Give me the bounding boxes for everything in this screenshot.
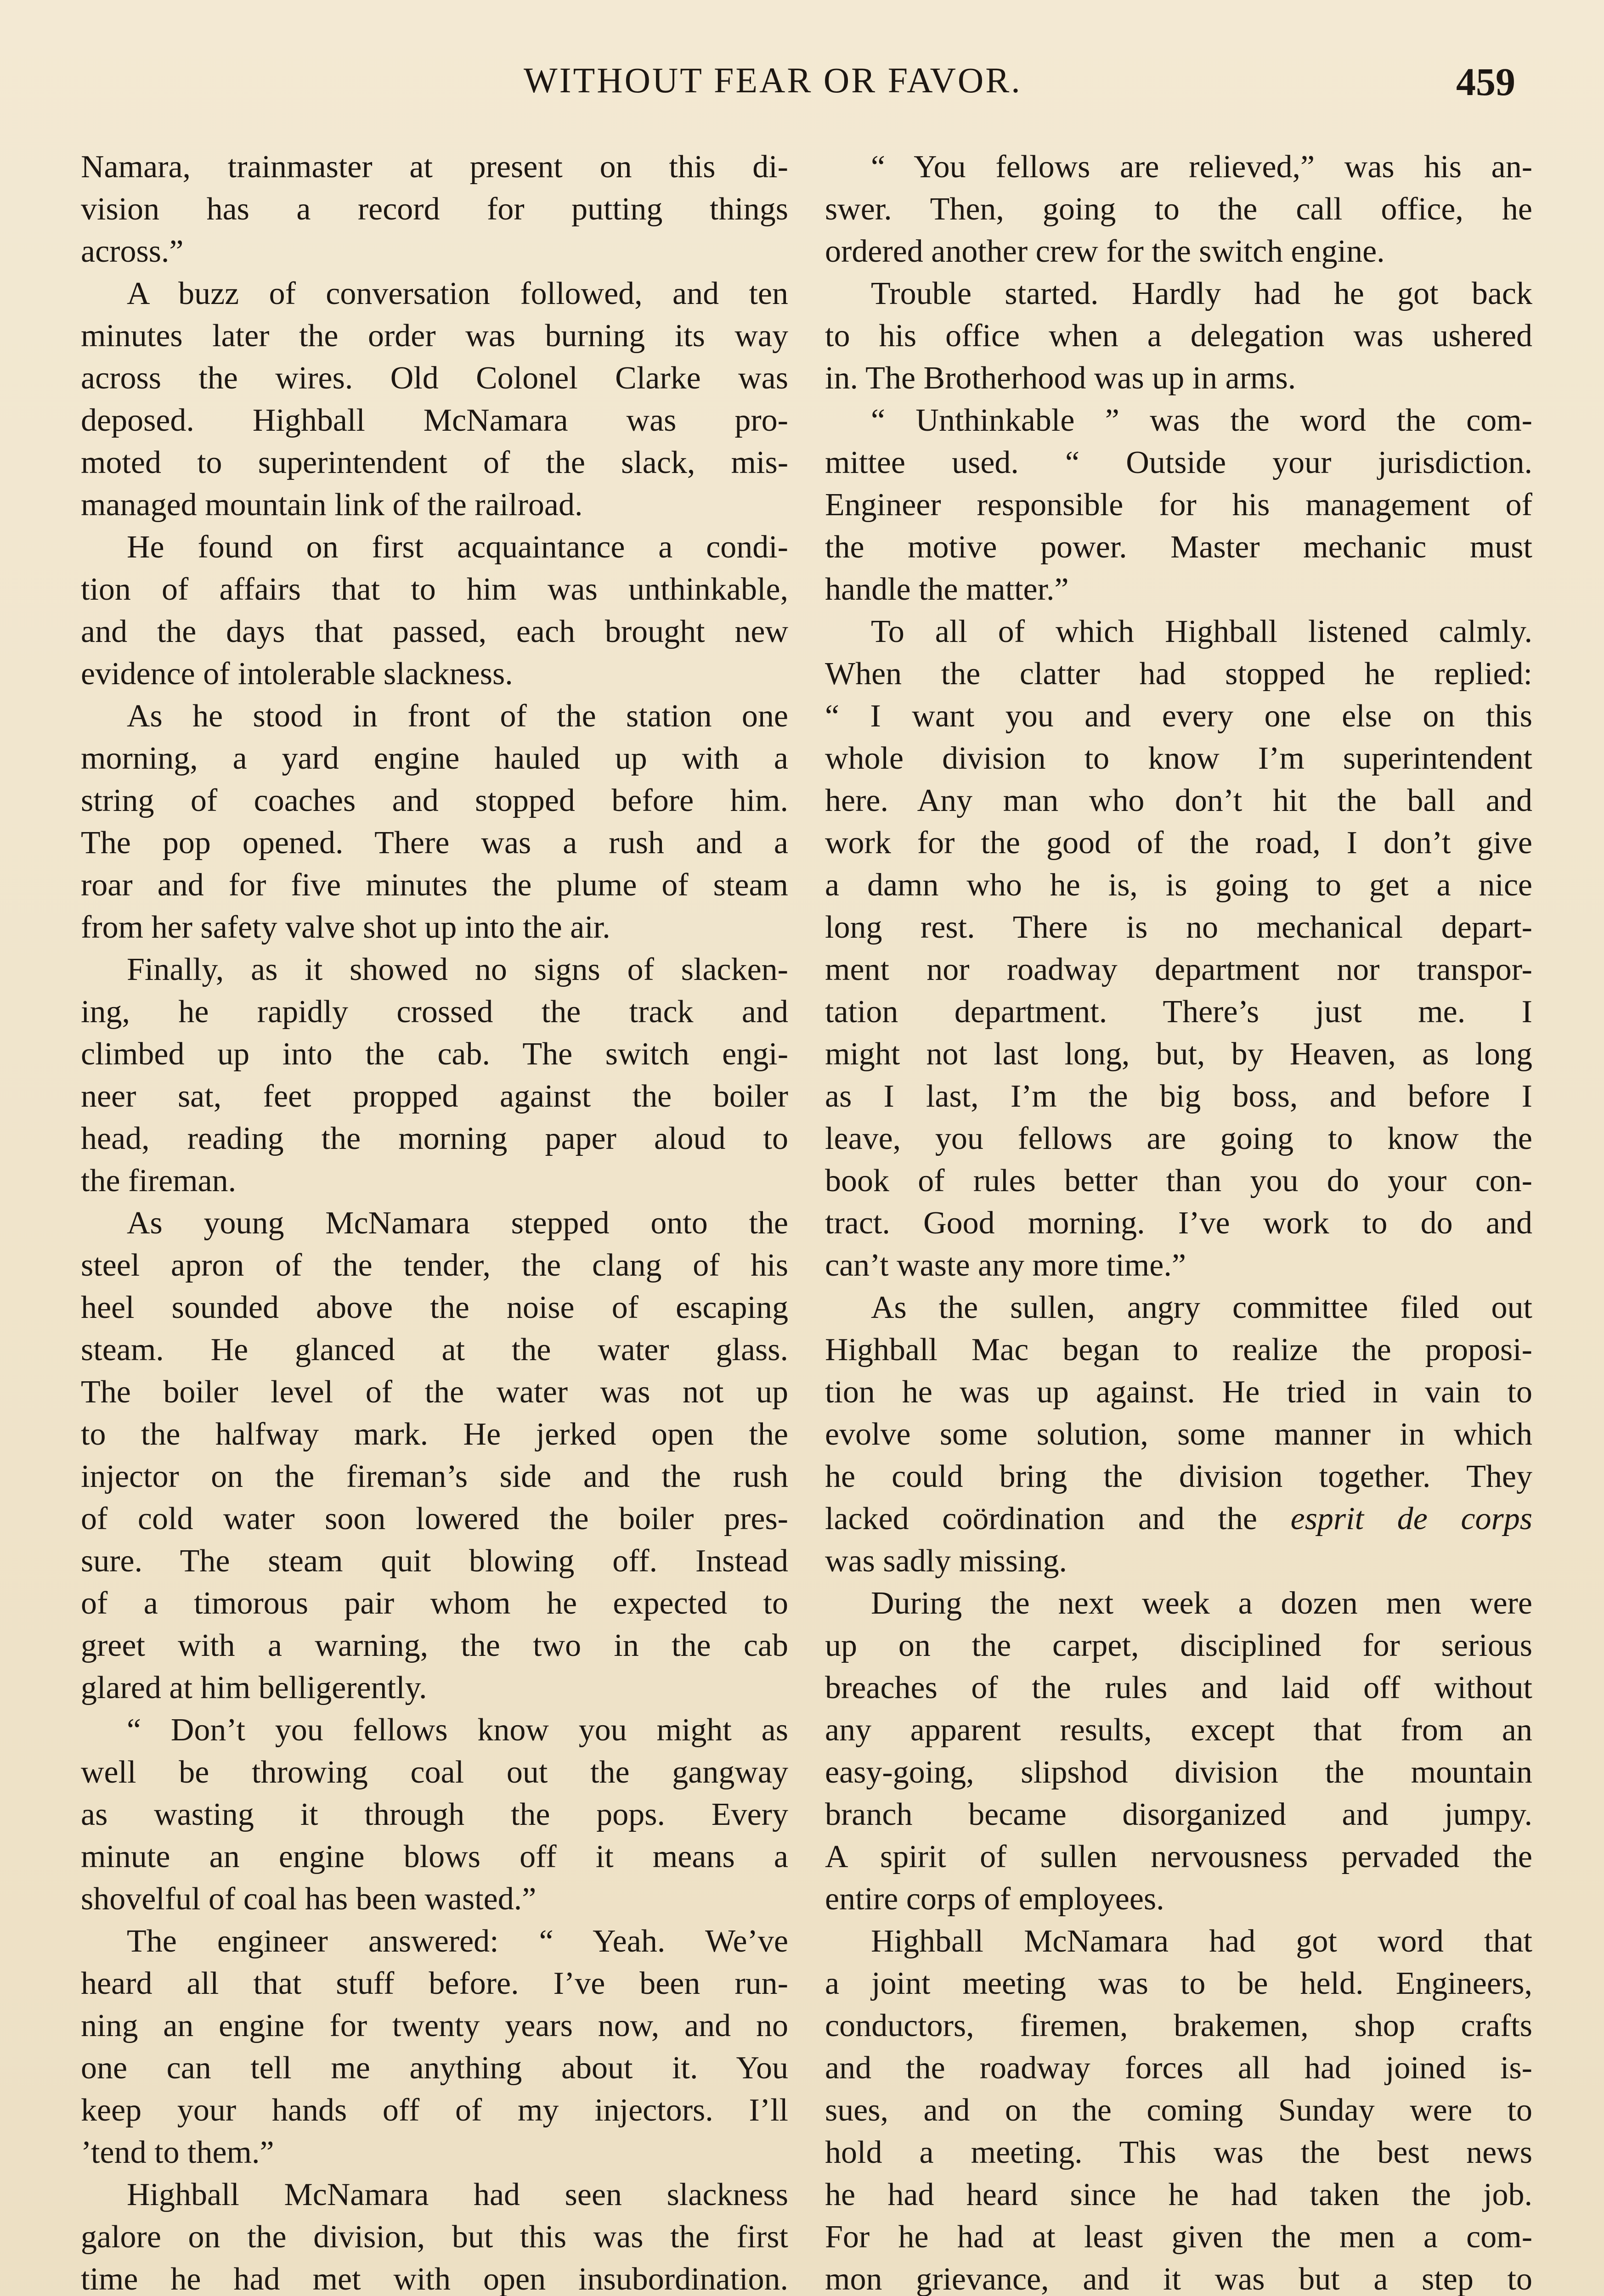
text-line: he had heard since he had taken the job. — [825, 2177, 1532, 2212]
text-line: across the wires. Old Colonel Clarke was — [81, 360, 788, 396]
text-line: vision has a record for putting things — [81, 191, 788, 227]
text-line: evolve some solution, some manner in which — [825, 1417, 1532, 1452]
text-line: up on the carpet, disciplined for serious — [825, 1628, 1532, 1663]
text-line: and the roadway forces all had joined is- — [825, 2050, 1532, 2086]
text-line: heel sounded above the noise of escaping — [81, 1290, 788, 1325]
text-line: To all of which Highball listened calmly. — [871, 614, 1532, 649]
text-line: tion he was up against. He tried in vain to — [825, 1374, 1532, 1410]
text-line: as I last, I’m the big boss, and before I — [825, 1079, 1532, 1114]
text-line: breaches of the rules and laid off without — [825, 1670, 1532, 1705]
text-line: As young McNamara stepped onto the — [127, 1205, 788, 1241]
text-line: moted to superintendent of the slack, mis- — [81, 445, 788, 480]
text-line: Engineer responsible for his management of — [825, 487, 1532, 523]
text-line: was sadly missing. — [825, 1543, 1067, 1579]
text-line: shovelful of coal has been wasted.” — [81, 1881, 537, 1917]
text-line: a joint meeting was to be held. Engineers, — [825, 1966, 1532, 2001]
text-line: galore on the division, but this was the first — [81, 2219, 788, 2255]
text-line: across.” — [81, 234, 184, 269]
text-column-right — [825, 146, 1532, 2296]
text-line: evidence of intolerable slackness. — [81, 656, 513, 692]
text-line: As he stood in front of the station one — [127, 698, 788, 734]
text-line: leave, you fellows are going to know the — [825, 1121, 1532, 1156]
text-line: well be throwing coal out the gangway — [81, 1755, 788, 1790]
text-line: keep your hands off of my injectors. I’ll — [81, 2093, 788, 2128]
text-line: long rest. There is no mechanical depart- — [825, 910, 1532, 945]
text-line: Highball McNamara had seen slackness — [127, 2177, 788, 2212]
text-line: and the days that passed, each brought new — [81, 614, 788, 649]
text-line: During the next week a dozen men were — [871, 1586, 1532, 1621]
text-line: branch became disorganized and jumpy. — [825, 1797, 1532, 1832]
text-line: time he had met with open insubordination. — [81, 2262, 788, 2296]
text-line: tion of affairs that to him was unthinkable, — [81, 572, 788, 607]
text-line: injector on the fireman’s side and the rush — [81, 1459, 788, 1494]
text-line: mon grievance, and it was but a step to — [825, 2262, 1532, 2296]
text-line: Highball McNamara had got word that — [871, 1924, 1532, 1959]
text-line: one can tell me anything about it. You — [81, 2050, 788, 2086]
text-line: handle the matter.” — [825, 572, 1069, 607]
text-line: ing, he rapidly crossed the track and — [81, 994, 788, 1030]
text-line: The pop opened. There was a rush and a — [81, 825, 788, 861]
text-line: easy-going, slipshod division the mountain — [825, 1755, 1532, 1790]
text-line: hold a meeting. This was the best news — [825, 2135, 1532, 2170]
text-line: mittee used. “ Outside your jurisdiction. — [825, 445, 1532, 480]
text-line: A spirit of sullen nervousness pervaded the — [825, 1839, 1532, 1874]
text-line: steam. He glanced at the water glass. — [81, 1332, 788, 1367]
text-line: managed mountain link of the railroad. — [81, 487, 583, 523]
text-line: “ Unthinkable ” was the word the com- — [871, 403, 1532, 438]
text-line: As the sullen, angry committee filed out — [871, 1290, 1532, 1325]
text-line: sure. The steam quit blowing off. Instead — [81, 1543, 788, 1579]
text-line: neer sat, feet propped against the boiler — [81, 1079, 788, 1114]
text-line: he could bring the division together. They — [825, 1459, 1532, 1494]
text-line: ordered another crew for the switch engine. — [825, 234, 1385, 269]
text-column-left — [81, 146, 788, 2296]
text-line: minutes later the order was burning its way — [81, 318, 788, 354]
text-line: The boiler level of the water was not up — [81, 1374, 788, 1410]
text-line: steel apron of the tender, the clang of his — [81, 1248, 788, 1283]
text-line: ment nor roadway department nor transpor- — [825, 952, 1532, 987]
text-line: of cold water soon lowered the boiler pres- — [81, 1501, 788, 1536]
text-line: entire corps of employees. — [825, 1881, 1164, 1917]
text-line: “ I want you and every one else on this — [825, 698, 1532, 734]
text-line: “ You fellows are relieved,” was his an- — [871, 149, 1532, 185]
text-line: For he had at least given the men a com- — [825, 2219, 1532, 2255]
text-line: book of rules better than you do your con- — [825, 1163, 1532, 1199]
text-line: Finally, as it showed no signs of slacken- — [127, 952, 788, 987]
text-line: minute an engine blows off it means a — [81, 1839, 788, 1874]
text-line: might not last long, but, by Heaven, as long — [825, 1036, 1532, 1072]
text-line: deposed. Highball McNamara was pro- — [81, 403, 788, 438]
text-line: morning, a yard engine hauled up with a — [81, 741, 788, 776]
text-line: here. Any man who don’t hit the ball and — [825, 783, 1532, 818]
running-head: WITHOUT FEAR OR FAVOR. — [524, 60, 1022, 100]
text-line: whole division to know I’m superintendent — [825, 741, 1532, 776]
text-line: the fireman. — [81, 1163, 237, 1199]
text-line: When the clatter had stopped he replied: — [825, 656, 1532, 692]
text-line: glared at him belligerently. — [81, 1670, 427, 1705]
text-line: tract. Good morning. I’ve work to do and — [825, 1205, 1532, 1241]
text-line: the motive power. Master mechanic must — [825, 529, 1532, 565]
text-line: Highball Mac began to realize the proposi- — [825, 1332, 1532, 1367]
text-line: Namara, trainmaster at present on this di- — [81, 149, 788, 185]
text-line: greet with a warning, the two in the cab — [81, 1628, 788, 1663]
text-line: of a timorous pair whom he expected to — [81, 1586, 788, 1621]
text-line: from her safety valve shot up into the air. — [81, 910, 610, 945]
text-line: as wasting it through the pops. Every — [81, 1797, 788, 1832]
text-line: string of coaches and stopped before him. — [81, 783, 788, 818]
text-line: climbed up into the cab. The switch engi- — [81, 1036, 788, 1072]
text-line: swer. Then, going to the call office, he — [825, 191, 1532, 227]
text-line: tation department. There’s just me. I — [825, 994, 1532, 1030]
text-line: head, reading the morning paper aloud to — [81, 1121, 788, 1156]
text-line: to his office when a delegation was ushered — [825, 318, 1532, 354]
text-line: any apparent results, except that from an — [825, 1712, 1532, 1748]
text-line: ning an engine for twenty years now, and no — [81, 2008, 788, 2043]
text-line: lacked coördination and the esprit de corps — [825, 1501, 1532, 1536]
text-line: sues, and on the coming Sunday were to — [825, 2093, 1532, 2128]
text-line: The engineer answered: “ Yeah. We’ve — [127, 1924, 788, 1959]
page-number: 459 — [1456, 60, 1515, 104]
italic-phrase: esprit de corps — [1290, 1501, 1532, 1536]
text-line: heard all that stuff before. I’ve been run- — [81, 1966, 788, 2001]
text-line: Trouble started. Hardly had he got back — [871, 276, 1532, 311]
text-line: a damn who he is, is going to get a nice — [825, 867, 1532, 903]
text-line: ’tend to them.” — [81, 2135, 274, 2170]
text-line: to the halfway mark. He jerked open the — [81, 1417, 788, 1452]
text-line: can’t waste any more time.” — [825, 1248, 1186, 1283]
text-line: roar and for five minutes the plume of steam — [81, 867, 788, 903]
text-line: He found on first acquaintance a condi- — [127, 529, 788, 565]
text-line: A buzz of conversation followed, and ten — [127, 276, 788, 311]
text-line: “ Don’t you fellows know you might as — [127, 1712, 788, 1748]
text-line: work for the good of the road, I don’t give — [825, 825, 1532, 861]
text-line: in. The Brotherhood was up in arms. — [825, 360, 1296, 396]
text-line: conductors, firemen, brakemen, shop crafts — [825, 2008, 1532, 2043]
